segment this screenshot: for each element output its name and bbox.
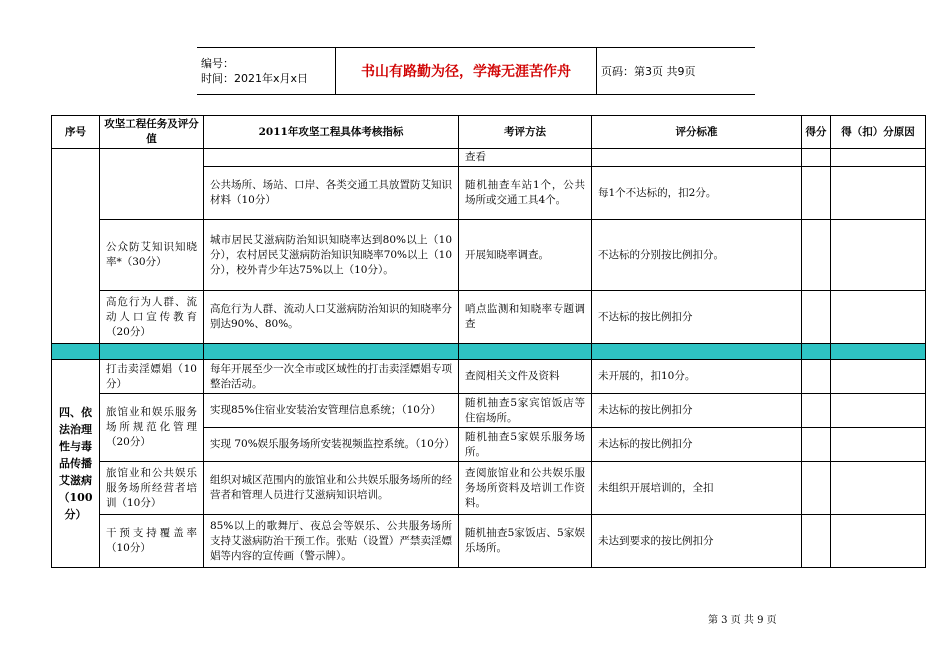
section-label: 四、依法治理性与毒品传播艾滋病（100分）: [52, 360, 100, 568]
score-cell: [802, 291, 831, 344]
criteria-cell: [592, 149, 802, 167]
col-header: 攻坚工程任务及评分值: [100, 116, 204, 149]
score-cell: [802, 515, 831, 568]
col-header: 2011年攻坚工程具体考核指标: [204, 116, 459, 149]
col-header: 得分: [802, 116, 831, 149]
task-cell: 旅馆业和公共娱乐服务场所经营者培训（10分）: [100, 462, 204, 515]
serial-cell: [52, 149, 100, 344]
separator-cell: [204, 344, 459, 360]
reason-cell: [831, 220, 926, 291]
assessment-table: [51, 115, 926, 568]
reason-cell: [831, 167, 926, 220]
col-header: 序号: [52, 116, 100, 149]
indicator-cell: 城市居民艾滋病防治知识知晓率达到80%以上（10分），农村居民艾滋病防治知识知晓率70%以上（10分），校外青少年达75%以上（10分）。: [204, 220, 459, 291]
separator-cell: [831, 344, 926, 360]
score-cell: [802, 428, 831, 462]
time-label: 时间：2021年x月x日: [201, 72, 309, 85]
indicator-cell: 85%以上的歌舞厅、夜总会等娱乐、公共服务场所支持艾滋病防治干预工作。张贴（设置）严禁卖淫嫖娼等内容的宣传画（警示牌）。: [204, 515, 459, 568]
indicator-cell: 高危行为人群、流动人口艾滋病防治知识的知晓率分别达90%、80%。: [204, 291, 459, 344]
score-cell: [802, 167, 831, 220]
score-cell: [802, 360, 831, 394]
header-motto: 书山有路勤为径，学海无涯苦作舟: [336, 48, 597, 95]
reason-cell: [831, 291, 926, 344]
reason-cell: [831, 515, 926, 568]
table-row: [52, 360, 926, 394]
col-header: 得（扣）分原因: [831, 116, 926, 149]
col-header: 评分标准: [592, 116, 802, 149]
page-footer: 第 3 页 共 9 页: [708, 615, 777, 626]
task-cell: 打击卖淫嫖娼（10分）: [100, 360, 204, 394]
score-cell: [802, 149, 831, 167]
indicator-cell: 组织对城区范围内的旅馆业和公共娱乐服务场所的经营者和管理人员进行艾滋病知识培训。: [204, 462, 459, 515]
indicator-cell: 实现85%住宿业安装治安管理信息系统；（10分）: [204, 394, 459, 428]
table-row: [52, 149, 926, 167]
separator-cell: [100, 344, 204, 360]
criteria-cell: 未达到要求的按比例扣分: [592, 515, 802, 568]
score-cell: [802, 394, 831, 428]
indicator-cell: 实现 70%娱乐服务场所安装视频监控系统。（10分）: [204, 428, 459, 462]
criteria-cell: 每1个不达标的，扣2分。: [592, 167, 802, 220]
document-header: [197, 47, 755, 95]
task-cell: 旅馆业和娱乐服务场所规范化管理（20分）: [100, 394, 204, 462]
method-cell: 随机抽查5家宾馆饭店等住宿场所。: [459, 394, 592, 428]
task-cell: 高危行为人群、流动人口宣传教育（20分）: [100, 291, 204, 344]
indicator-cell: [204, 149, 459, 167]
criteria-cell: 未组织开展培训的，全扣: [592, 462, 802, 515]
criteria-cell: 不达标的分别按比例扣分。: [592, 220, 802, 291]
indicator-cell: 公共场所、场站、口岸、各类交通工具放置防艾知识材料（10分）: [204, 167, 459, 220]
separator-cell: [52, 344, 100, 360]
task-cell: [100, 149, 204, 220]
reason-cell: [831, 149, 926, 167]
table-row: [52, 515, 926, 568]
reason-cell: [831, 462, 926, 515]
criteria-cell: 未开展的，扣10分。: [592, 360, 802, 394]
table-row: [52, 462, 926, 515]
method-cell: 哨点监测和知晓率专题调查: [459, 291, 592, 344]
score-cell: [802, 220, 831, 291]
header-meta: [197, 48, 336, 95]
separator-cell: [459, 344, 592, 360]
table-header-row: [52, 116, 926, 149]
number-label: 编号：: [201, 57, 234, 70]
method-cell: 随机抽查车站1个，公共场所或交通工具4个。: [459, 167, 592, 220]
reason-cell: [831, 394, 926, 428]
method-cell: 查看: [459, 149, 592, 167]
header-page-label: 页码：第3页 共9页: [597, 48, 756, 95]
task-cell: 干预支持覆盖率（10分）: [100, 515, 204, 568]
method-cell: 随机抽查5家娱乐服务场所。: [459, 428, 592, 462]
table-row: [52, 394, 926, 428]
task-cell: 公众防艾知识知晓率*（30分）: [100, 220, 204, 291]
col-header: 考评方法: [459, 116, 592, 149]
method-cell: 随机抽查5家饭店、5家娱乐场所。: [459, 515, 592, 568]
reason-cell: [831, 360, 926, 394]
reason-cell: [831, 428, 926, 462]
indicator-cell: 每年开展至少一次全市或区域性的打击卖淫嫖娼专项整治活动。: [204, 360, 459, 394]
method-cell: 查阅相关文件及资料: [459, 360, 592, 394]
criteria-cell: 未达标的按比例扣分: [592, 428, 802, 462]
criteria-cell: 不达标的按比例扣分: [592, 291, 802, 344]
separator-cell: [802, 344, 831, 360]
section-separator-row: [52, 344, 926, 360]
method-cell: 查阅旅馆业和公共娱乐服务场所资料及培训工作资料。: [459, 462, 592, 515]
criteria-cell: 未达标的按比例扣分: [592, 394, 802, 428]
separator-cell: [592, 344, 802, 360]
table-row: [52, 220, 926, 291]
table-row: [52, 291, 926, 344]
method-cell: 开展知晓率调查。: [459, 220, 592, 291]
score-cell: [802, 462, 831, 515]
